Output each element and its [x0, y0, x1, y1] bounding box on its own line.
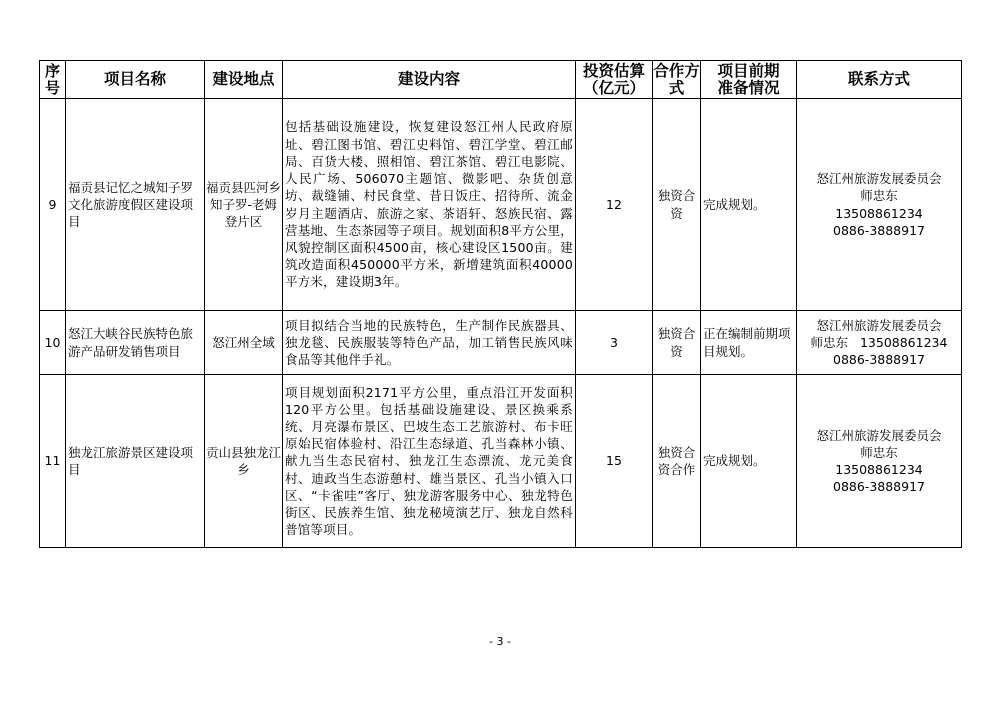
project-table [39, 60, 962, 548]
row-investment: 15 [576, 375, 653, 548]
row-contact [797, 311, 962, 375]
header-investment-line1: 投资估算 [582, 61, 645, 80]
contact-org: 怒江州旅游发展委员会 [816, 427, 942, 443]
contact-person: 师忠东 [860, 188, 898, 204]
contact-phone: 0886-3888917 [833, 352, 925, 368]
contact-person: 师忠东 [860, 444, 898, 460]
header-prep-line2: 准备情况 [717, 78, 780, 97]
contact-phone: 13508861234 [835, 205, 923, 221]
header-seq: 序号 [40, 61, 66, 99]
row-prep: 完成规划。 [701, 375, 797, 548]
row-seq: 9 [40, 99, 66, 311]
row-prep: 完成规划。 [701, 99, 797, 311]
header-investment [576, 61, 653, 99]
header-cooperation: 合作方式 [653, 61, 700, 97]
header-location: 建设地点 [205, 61, 283, 99]
contact-phone: 13508861234 [859, 334, 948, 350]
table-row [40, 375, 962, 548]
row-cooperation: 独资合资合作 [653, 375, 701, 548]
header-prep [701, 61, 797, 99]
contact-person-phone [797, 334, 961, 351]
row-content: 包括基础设施建设，恢复建设怒江州人民政府原址、碧江图书馆、碧江史料馆、碧江学堂、碧江邮局、百货大楼、照相馆、碧江茶馆、碧江电影院、人民广场、506070主题馆、微影吧、杂货创意坊、裁缝铺、村民食堂、昔日饭庄、招待所、流金岁月主题酒店、旅游之家、茶语轩、怒族民宿、露营基地、生态茶园等子项目。规划面积8平方公里，风貌控制区面积4500亩，核心建设区1500亩。建筑改造面积450000平方米，新增建筑面积40000平方米，建设期3年。 [283, 99, 576, 311]
row-investment: 12 [576, 99, 653, 311]
contact-phone: 0886-3888917 [833, 222, 925, 238]
contact-org: 怒江州旅游发展委员会 [816, 317, 942, 333]
header-investment-line2: （亿元） [582, 78, 645, 97]
row-investment: 3 [576, 311, 653, 375]
contact-phone: 13508861234 [835, 462, 923, 477]
header-contact: 联系方式 [797, 61, 962, 99]
page-number: - 3 - [489, 635, 511, 648]
row-cooperation: 独资合资 [653, 99, 701, 311]
row-contact [797, 375, 962, 548]
row-seq: 10 [40, 311, 66, 375]
header-prep-line1: 项目前期 [717, 61, 780, 80]
table-row [40, 99, 962, 311]
header-content: 建设内容 [283, 61, 576, 99]
row-content: 项目拟结合当地的民族特色，生产制作民族器具、独龙毯、民族服装等特色产品，加工销售民族风味食品等其他伴手礼。 [283, 311, 576, 375]
header-row [40, 61, 962, 99]
row-name: 怒江大峡谷民族特色旅游产品研发销售项目 [66, 311, 205, 375]
row-name: 福贡县记忆之城知子罗文化旅游度假区建设项目 [66, 99, 205, 311]
row-seq: 11 [40, 375, 66, 548]
row-location: 怒江州全域 [205, 311, 283, 375]
table-row [40, 311, 962, 375]
header-name: 项目名称 [66, 61, 205, 99]
row-contact [797, 99, 962, 311]
row-cooperation: 独资合资 [653, 311, 701, 375]
row-content: 项目规划面积2171平方公里，重点沿江开发面积120平方公里。包括基础设施建设、景区换乘系统、月亮瀑布景区、巴坡生态工艺旅游村、布卡旺原始民宿体验村、沿江生态绿道、孔当森林小镇、献九当生态民宿村、独龙江生态漂流、龙元美食村、迪政当生态游憩村、雄当景区、孔当小镇入口区、“卡雀哇”客厅、独龙游客服务中心、独龙特色街区、民族养生馆、独龙秘境演艺厅、独龙自然科普馆等项目。 [283, 375, 576, 548]
contact-phone: 0886-3888917 [833, 479, 925, 495]
row-location: 贡山县独龙江乡 [205, 375, 283, 548]
row-prep: 正在编制前期项目规划。 [701, 311, 797, 375]
row-name: 独龙江旅游景区建设项目 [66, 375, 205, 548]
contact-person: 师忠东 [810, 334, 849, 350]
contact-org: 怒江州旅游发展委员会 [816, 171, 942, 187]
row-location: 福贡县匹河乡知子罗-老姆登片区 [205, 99, 283, 311]
